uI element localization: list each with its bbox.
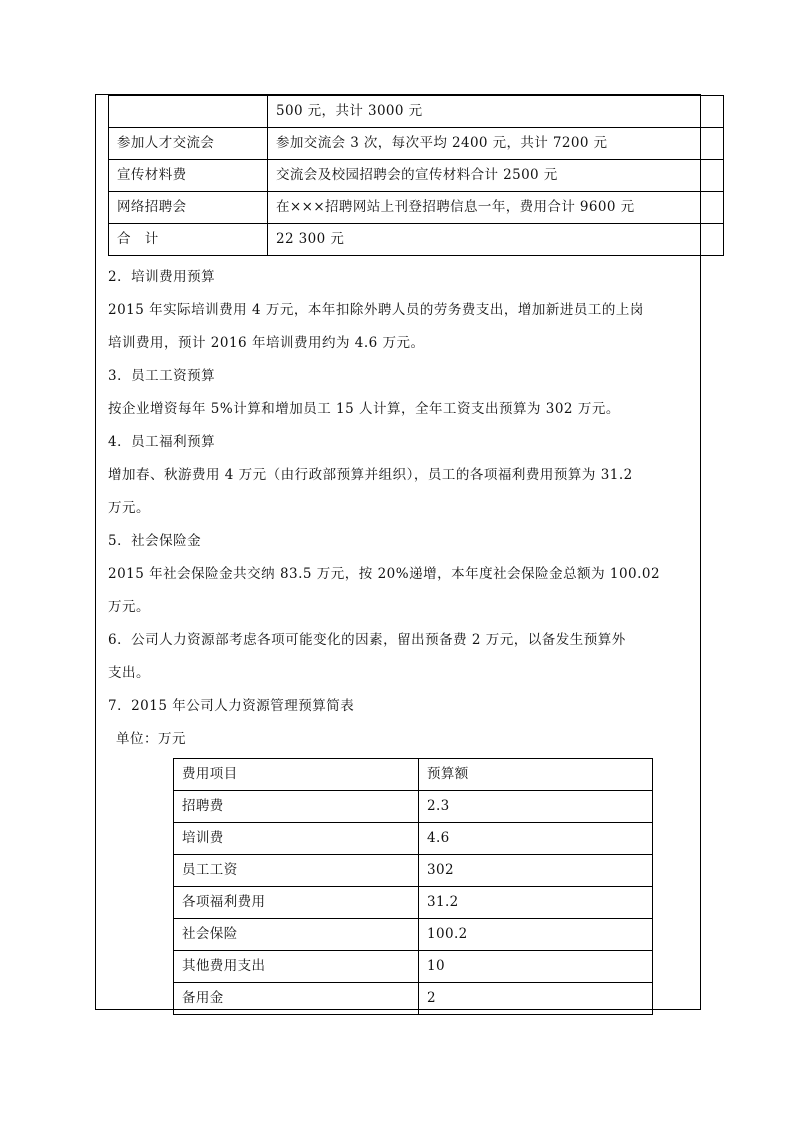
table-row	[109, 128, 724, 160]
body-line: 5．社会保险金	[108, 533, 202, 549]
body-line: 培训费用，预计 2016 年培训费用约为 4.6 万元。	[108, 335, 425, 351]
budget-item-cell: 各项福利费用	[174, 887, 419, 919]
table-row	[174, 951, 653, 983]
budget-value-cell: 302	[419, 855, 653, 887]
budget-value-cell: 100.2	[419, 919, 653, 951]
table-row-total	[109, 224, 724, 256]
body-line: 万元。	[108, 500, 150, 516]
budget-item-cell: 其他费用支出	[174, 951, 419, 983]
table-row	[174, 791, 653, 823]
body-line: 7．2015 年公司人力资源管理预算简表	[108, 698, 355, 714]
budget-item-cell: 招聘费	[174, 791, 419, 823]
table-row	[109, 160, 724, 192]
body-line: 万元。	[108, 599, 150, 615]
table-row	[174, 855, 653, 887]
body-line: 4．员工福利预算	[108, 434, 216, 450]
budget-item-cell: 备用金	[174, 983, 419, 1015]
budget-summary-table	[173, 758, 653, 1015]
cost-item-cell: 网络招聘会	[109, 192, 268, 224]
body-line: 支出。	[108, 665, 150, 681]
budget-header-value: 预算额	[419, 759, 653, 791]
budget-item-cell: 社会保险	[174, 919, 419, 951]
table-row	[174, 823, 653, 855]
cost-total-value-cell: 22 300 元	[268, 224, 724, 256]
budget-value-cell: 10	[419, 951, 653, 983]
budget-value-cell: 31.2	[419, 887, 653, 919]
body-line-unit: 单位：万元	[116, 731, 186, 747]
table-row	[174, 887, 653, 919]
cost-item-cell: 宣传材料费	[109, 160, 268, 192]
budget-header-item: 费用项目	[174, 759, 419, 791]
body-text-block	[108, 261, 694, 756]
cost-detail-cell: 在×××招聘网站上刊登招聘信息一年，费用合计 9600 元	[268, 192, 724, 224]
document-page-frame	[95, 94, 701, 1010]
budget-value-cell: 4.6	[419, 823, 653, 855]
cost-item-cell	[109, 96, 268, 128]
cost-detail-cell: 500 元，共计 3000 元	[268, 96, 724, 128]
table-row	[109, 192, 724, 224]
cost-detail-cell: 参加交流会 3 次，每次平均 2400 元，共计 7200 元	[268, 128, 724, 160]
table-row	[174, 919, 653, 951]
recruitment-cost-table	[108, 95, 724, 256]
body-line: 2．培训费用预算	[108, 269, 216, 285]
body-line: 按企业增资每年 5%计算和增加员工 15 人计算，全年工资支出预算为 302 万元。	[108, 401, 620, 417]
table-row	[174, 983, 653, 1015]
recruitment-cost-table-body	[109, 96, 724, 256]
budget-item-cell: 员工工资	[174, 855, 419, 887]
body-line: 2015 年实际培训费用 4 万元，本年扣除外聘人员的劳务费支出，增加新进员工的上岗	[108, 302, 644, 318]
table-header-row	[174, 759, 653, 791]
body-line: 6．公司人力资源部考虑各项可能变化的因素，留出预备费 2 万元，以备发生预算外	[108, 632, 626, 648]
cost-item-cell: 参加人才交流会	[109, 128, 268, 160]
body-line: 2015 年社会保险金共交纳 83.5 万元，按 20%递增，本年度社会保险金总额为 100.02	[108, 566, 661, 582]
budget-value-cell: 2.3	[419, 791, 653, 823]
budget-summary-table-body	[174, 759, 653, 1015]
body-line: 增加春、秋游费用 4 万元（由行政部预算并组织），员工的各项福利费用预算为 31.2	[108, 467, 633, 483]
budget-item-cell: 培训费	[174, 823, 419, 855]
table-row	[109, 96, 724, 128]
body-line: 3．员工工资预算	[108, 368, 216, 384]
cost-detail-cell: 交流会及校园招聘会的宣传材料合计 2500 元	[268, 160, 724, 192]
cost-total-label-cell: 合 计	[109, 224, 268, 256]
budget-value-cell: 2	[419, 983, 653, 1015]
